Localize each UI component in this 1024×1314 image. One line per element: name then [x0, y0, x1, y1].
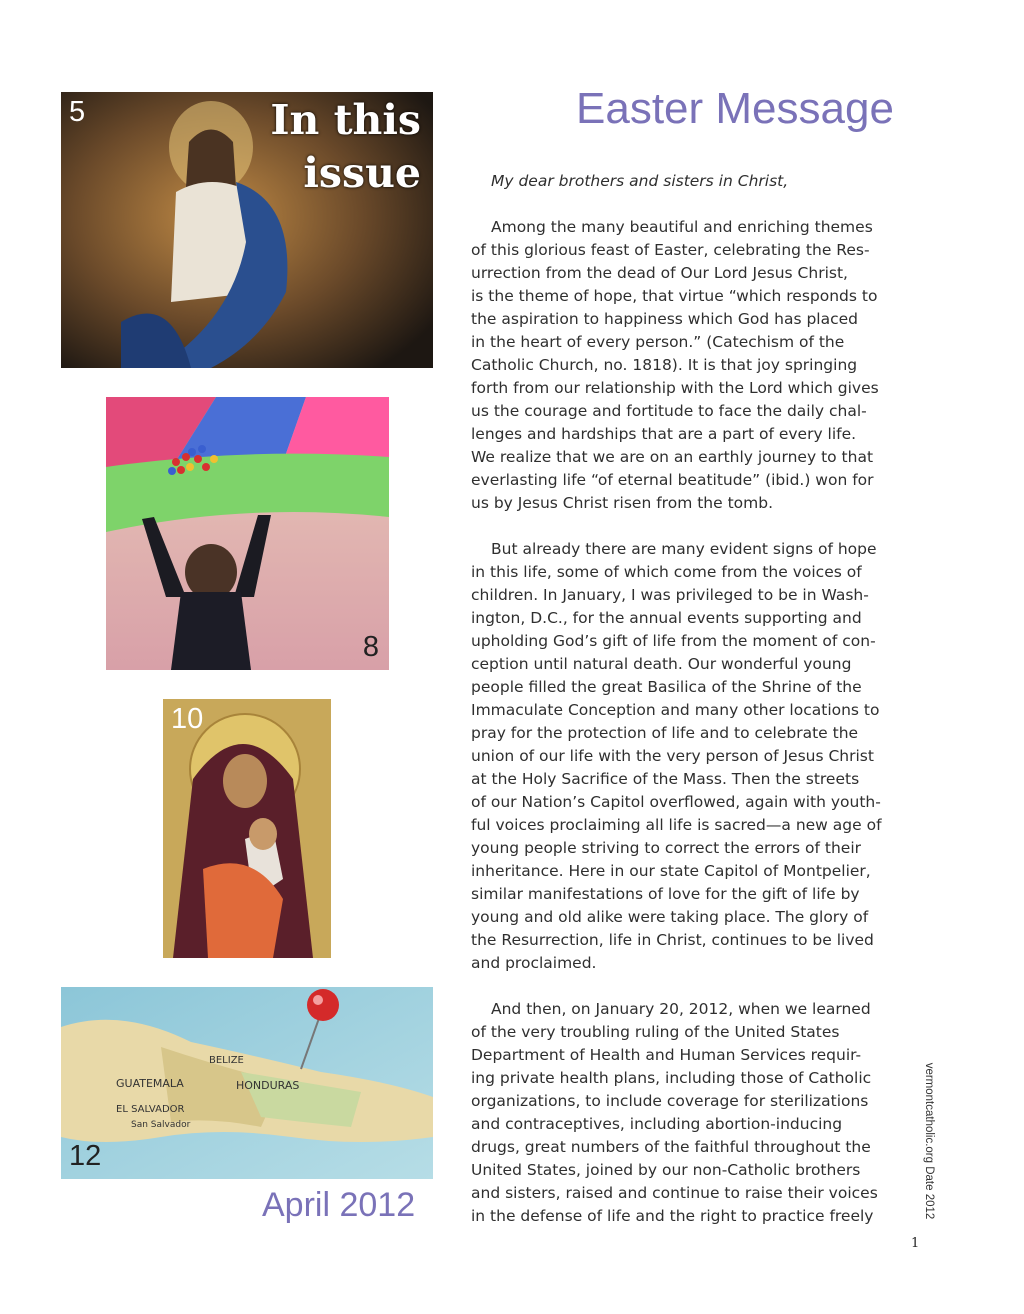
text-line: and sisters, raised and continue to raise their voices — [471, 1184, 878, 1202]
child-parachute-image — [106, 397, 389, 670]
issue-date: April 2012 — [262, 1186, 416, 1224]
article-body — [471, 170, 923, 1251]
paragraph-1 — [471, 216, 923, 515]
heading-line-1: In this — [270, 96, 421, 144]
thumbnail-page-number: 5 — [69, 96, 86, 128]
text-line: ington, D.C., for the annual events supporting and — [471, 609, 862, 627]
text-line: And then, on January 20, 2012, when we learned — [491, 1000, 871, 1018]
thumbnail-map-pin[interactable] — [61, 987, 433, 1179]
text-line: everlasting life “of eternal beatitude” (ibid.) won for — [471, 471, 874, 489]
text-line: the Resurrection, life in Christ, continues to be lived — [471, 931, 874, 949]
text-line: of our Nation’s Capitol overflowed, again with youth- — [471, 793, 881, 811]
text-line: Among the many beautiful and enriching themes — [491, 218, 873, 236]
map-pin-icon — [307, 989, 339, 1021]
side-url-text: vermontcatholic.org Date 2012 — [923, 1062, 935, 1220]
thumbnail-child-parachute[interactable] — [106, 397, 389, 670]
map-label-honduras: HONDURAS — [236, 1079, 300, 1092]
text-line: organizations, to include coverage for sterilizations — [471, 1092, 869, 1110]
map-label-guatemala: GUATEMALA — [116, 1077, 184, 1090]
text-line: of the very troubling ruling of the United States — [471, 1023, 840, 1041]
text-line: children. In January, I was privileged to be in Wash- — [471, 586, 869, 604]
page-number: 1 — [911, 1236, 920, 1251]
thumbnail-page-number: 8 — [362, 631, 379, 663]
text-line: the aspiration to happiness which God has placed — [471, 310, 859, 328]
text-line: drugs, great numbers of the faithful throughout the — [471, 1138, 871, 1156]
text-line: But already there are many evident signs of hope — [491, 540, 877, 558]
heading-line-2: issue — [303, 149, 421, 197]
map-label-san-salvador: San Salvador — [131, 1120, 191, 1130]
text-line: young people striving to correct the errors of their — [471, 839, 861, 857]
text-line: of this glorious feast of Easter, celebrating the Res- — [471, 241, 870, 259]
article-title: Easter Message — [576, 84, 894, 133]
text-line: us the courage and fortitude to face the daily chal- — [471, 402, 867, 420]
text-line: in this life, some of which come from the voices of — [471, 563, 862, 581]
text-line: similar manifestations of love for the gift of life by — [471, 885, 860, 903]
text-line: urrection from the dead of Our Lord Jesus Christ, — [471, 264, 848, 282]
text-line: is the theme of hope, that virtue “which responds to — [471, 287, 878, 305]
text-line: at the Holy Sacrifice of the Mass. Then the streets — [471, 770, 860, 788]
text-line: inheritance. Here in our state Capitol of Montpelier, — [471, 862, 871, 880]
in-this-issue-heading — [270, 94, 421, 200]
salutation: My dear brothers and sisters in Christ, — [491, 172, 789, 190]
text-line: ception until natural death. Our wonderful young — [471, 655, 852, 673]
madonna-icon-image — [163, 699, 331, 958]
text-line: people filled the great Basilica of the Shrine of the — [471, 678, 862, 696]
text-line: Catholic Church, no. 1818). It is that joy springing — [471, 356, 858, 374]
text-line: in the defense of life and the right to practice freely — [471, 1207, 874, 1225]
text-line: upholding God’s gift of life from the moment of con- — [471, 632, 876, 650]
central-america-map-image — [61, 987, 433, 1179]
text-line: Department of Health and Human Services requir- — [471, 1046, 862, 1064]
text-line: ing private health plans, including those of Catholic — [471, 1069, 872, 1087]
text-line: We realize that we are on an earthly journey to that — [471, 448, 874, 466]
text-line: in the heart of every person.” (Catechism of the — [471, 333, 845, 351]
text-line: young and old alike were taking place. The glory of — [471, 908, 869, 926]
thumbnail-page-number: 10 — [171, 703, 204, 735]
text-line: and proclaimed. — [471, 954, 597, 972]
thumbnail-page-number: 12 — [69, 1140, 102, 1172]
text-line: lenges and hardships that are a part of every life. — [471, 425, 857, 443]
text-line: us by Jesus Christ risen from the tomb. — [471, 494, 774, 512]
paragraph-3 — [471, 998, 923, 1228]
text-line: ful voices proclaiming all life is sacred—a new age of — [471, 816, 882, 834]
text-line: United States, joined by our non-Catholic brothers — [471, 1161, 861, 1179]
text-line: union of our life with the very person of Jesus Christ — [471, 747, 874, 765]
map-label-belize: BELIZE — [209, 1055, 244, 1066]
thumbnail-madonna-icon[interactable] — [163, 699, 331, 958]
text-line: pray for the protection of life and to celebrate the — [471, 724, 859, 742]
map-label-el-salvador: EL SALVADOR — [116, 1104, 185, 1115]
text-line: and contraceptives, including abortion-inducing — [471, 1115, 843, 1133]
text-line: forth from our relationship with the Lord which gives — [471, 379, 879, 397]
paragraph-2 — [471, 538, 923, 975]
side-url — [918, 1058, 940, 1224]
text-line: Immaculate Conception and many other locations to — [471, 701, 880, 719]
thumbnail-virgin-mary[interactable] — [61, 92, 433, 368]
